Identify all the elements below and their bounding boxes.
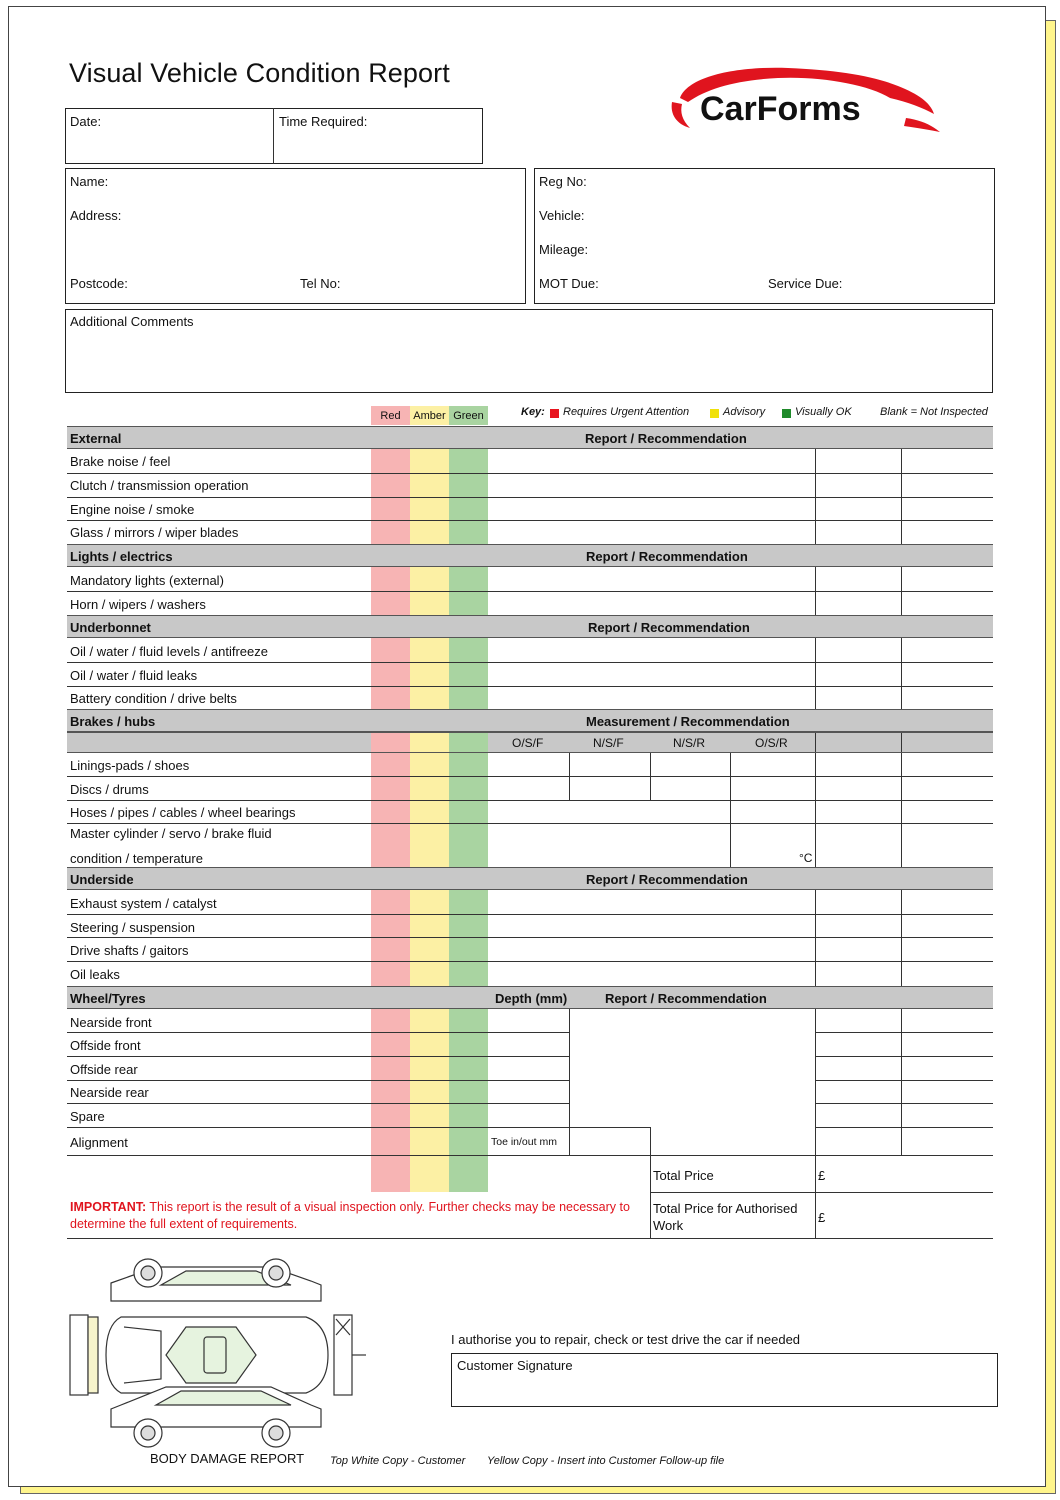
body-damage-label: BODY DAMAGE REPORT [150, 1451, 305, 1466]
authorised-price-value[interactable]: £ [818, 1210, 826, 1225]
name-label[interactable]: Name: [70, 174, 109, 189]
row-nearside-front: Nearside front [70, 1015, 152, 1030]
underside-title: Underside [70, 872, 134, 887]
important-text: This report is the result of a visual inspection only. Further checks may be necessary to determine the full extent of requirements. [70, 1200, 630, 1231]
white-copy-note: Top White Copy - Customer [330, 1455, 466, 1467]
vehicle-label[interactable]: Vehicle: [539, 208, 585, 223]
comments-box[interactable] [65, 309, 993, 393]
row-engine-noise: Engine noise / smoke [70, 502, 195, 517]
row-offside-rear: Offside rear [70, 1062, 138, 1077]
rag-green-header: Green [449, 406, 488, 425]
external-header [67, 426, 993, 449]
col-nsr: N/S/R [673, 736, 706, 750]
authorised-price-label: Total Price for Authorised Work [653, 1201, 798, 1233]
lights-title: Lights / electrics [70, 549, 173, 564]
row-alignment: Alignment [70, 1135, 128, 1150]
col-osf: O/S/F [512, 736, 544, 750]
underside-header [67, 867, 993, 890]
tel-label[interactable]: Tel No: [300, 276, 341, 291]
wheels-header [67, 986, 993, 1009]
time-required-label[interactable]: Time Required: [279, 114, 368, 129]
key-ok: Visually OK [795, 406, 852, 418]
total-price-value[interactable]: £ [818, 1168, 826, 1183]
row-hoses: Hoses / pipes / cables / wheel bearings [70, 805, 296, 820]
key-label: Key: [521, 406, 545, 418]
underbonnet-report-label: Report / Recommendation [588, 620, 750, 635]
lights-report-label: Report / Recommendation [586, 549, 748, 564]
row-glass: Glass / mirrors / wiper blades [70, 525, 239, 540]
reg-label[interactable]: Reg No: [539, 174, 587, 189]
mot-label[interactable]: MOT Due: [539, 276, 599, 291]
rag-amber-header: Amber [410, 406, 449, 425]
row-horn: Horn / wipers / washers [70, 597, 206, 612]
toe-label: Toe in/out mm [491, 1136, 557, 1148]
lights-header [67, 544, 993, 567]
underside-report-label: Report / Recommendation [586, 872, 748, 887]
col-nsf: N/S/F [593, 736, 624, 750]
urgent-swatch-icon [550, 409, 559, 418]
brakes-title: Brakes / hubs [70, 714, 156, 729]
row-drive-shafts: Drive shafts / gaitors [70, 943, 189, 958]
key-blank: Blank = Not Inspected [880, 406, 988, 418]
brakes-header [67, 709, 993, 732]
rag-red-header: Red [371, 406, 410, 425]
advisory-swatch-icon [710, 409, 719, 418]
total-price-label: Total Price [653, 1168, 714, 1183]
row-oil-leaks: Oil / water / fluid leaks [70, 668, 198, 683]
external-title: External [70, 431, 122, 446]
underbonnet-header [67, 615, 993, 638]
brakes-report-label: Measurement / Recommendation [586, 714, 790, 729]
postcode-label[interactable]: Postcode: [70, 276, 128, 291]
key-urgent: Requires Urgent Attention [563, 406, 690, 418]
important-label: IMPORTANT: [70, 1200, 147, 1214]
ok-swatch-icon [782, 409, 791, 418]
row-exhaust: Exhaust system / catalyst [70, 896, 217, 911]
temperature-unit: °C [799, 851, 813, 865]
wheels-report-label: Report / Recommendation [605, 991, 767, 1006]
service-label[interactable]: Service Due: [768, 276, 843, 291]
row-linings: Linings-pads / shoes [70, 758, 190, 773]
date-label[interactable]: Date: [70, 114, 102, 129]
comments-label: Additional Comments [70, 314, 194, 329]
depth-label: Depth (mm) [495, 991, 568, 1006]
vehicle-box [534, 168, 995, 304]
row-master-cylinder: Master cylinder / servo / brake fluid [70, 826, 272, 841]
external-report-label: Report / Recommendation [585, 431, 747, 446]
row-battery: Battery condition / drive belts [70, 691, 237, 706]
row-mandatory-lights: Mandatory lights (external) [70, 573, 224, 588]
key-advisory: Advisory [723, 406, 766, 418]
signature-label: Customer Signature [457, 1358, 573, 1373]
row-offside-front: Offside front [70, 1038, 141, 1053]
body-damage-diagram[interactable] [66, 1255, 376, 1455]
row-spare: Spare [70, 1109, 105, 1124]
row-steering: Steering / suspension [70, 920, 196, 935]
customer-box [65, 168, 526, 304]
brand-name: CarForms [700, 90, 861, 128]
row-underside-oil-leaks: Oil leaks [70, 967, 120, 982]
page-title: Visual Vehicle Condition Report [69, 58, 450, 88]
authorise-text: I authorise you to repair, check or test drive the car if needed [451, 1332, 801, 1347]
carforms-logo [668, 58, 944, 138]
row-nearside-rear: Nearside rear [70, 1085, 149, 1100]
mileage-label[interactable]: Mileage: [539, 242, 589, 257]
row-oil-levels: Oil / water / fluid levels / antifreeze [70, 644, 268, 659]
yellow-copy-note: Yellow Copy - Insert into Customer Follow-up file [487, 1455, 725, 1467]
row-condition-temp: condition / temperature [70, 851, 203, 866]
date-time-box [65, 108, 483, 164]
address-label[interactable]: Address: [70, 208, 122, 223]
underbonnet-title: Underbonnet [70, 620, 151, 635]
row-brake-noise: Brake noise / feel [70, 454, 171, 469]
important-note [70, 1199, 645, 1233]
col-osr: O/S/R [755, 736, 788, 750]
row-discs: Discs / drums [70, 782, 149, 797]
row-clutch: Clutch / transmission operation [70, 478, 249, 493]
wheels-title: Wheel/Tyres [70, 991, 146, 1006]
